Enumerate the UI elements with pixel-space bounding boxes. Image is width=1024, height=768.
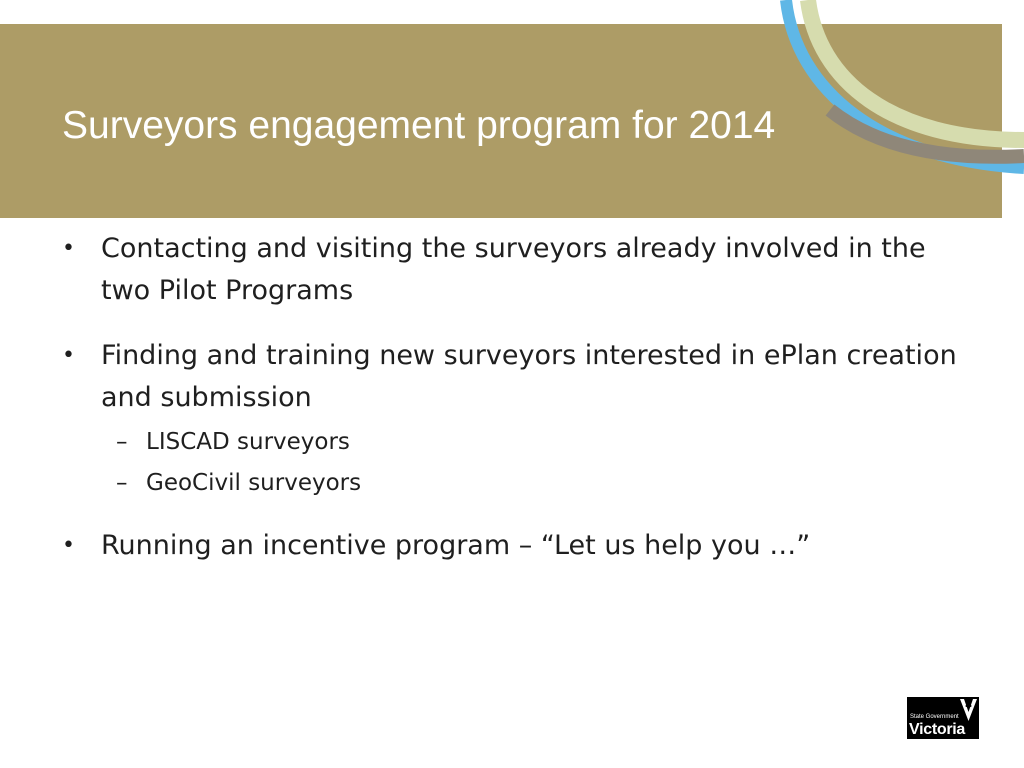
- bullet-text: Contacting and visiting the surveyors already involved in the two Pilot Programs: [101, 233, 926, 306]
- bullet-marker: •: [62, 533, 75, 558]
- bullet-marker: •: [62, 236, 75, 261]
- bullet-item: [62, 525, 981, 567]
- bullet-text: Finding and training new surveyors interested in ePlan creation and submission: [101, 340, 957, 413]
- sub-bullet-text: GeoCivil surveyors: [146, 470, 362, 496]
- victoria-v-icon: [959, 698, 978, 722]
- sub-bullet-text: LISCAD surveyors: [146, 429, 350, 455]
- bullet-text: Running an incentive program – “Let us help you …”: [101, 530, 811, 561]
- bullet-item: [62, 228, 981, 312]
- bullet-item: [62, 335, 981, 419]
- logo-line1: State Government: [910, 714, 959, 720]
- sub-bullet-item: [116, 467, 361, 499]
- victoria-government-logo: [907, 697, 979, 739]
- bullet-marker: •: [62, 343, 75, 368]
- sub-bullet-marker: –: [116, 470, 128, 496]
- sub-bullet-marker: –: [116, 429, 128, 455]
- slide-title: Surveyors engagement program for 2014: [62, 104, 776, 147]
- sub-bullet-item: [116, 426, 350, 458]
- logo-line2: Victoria: [909, 721, 965, 738]
